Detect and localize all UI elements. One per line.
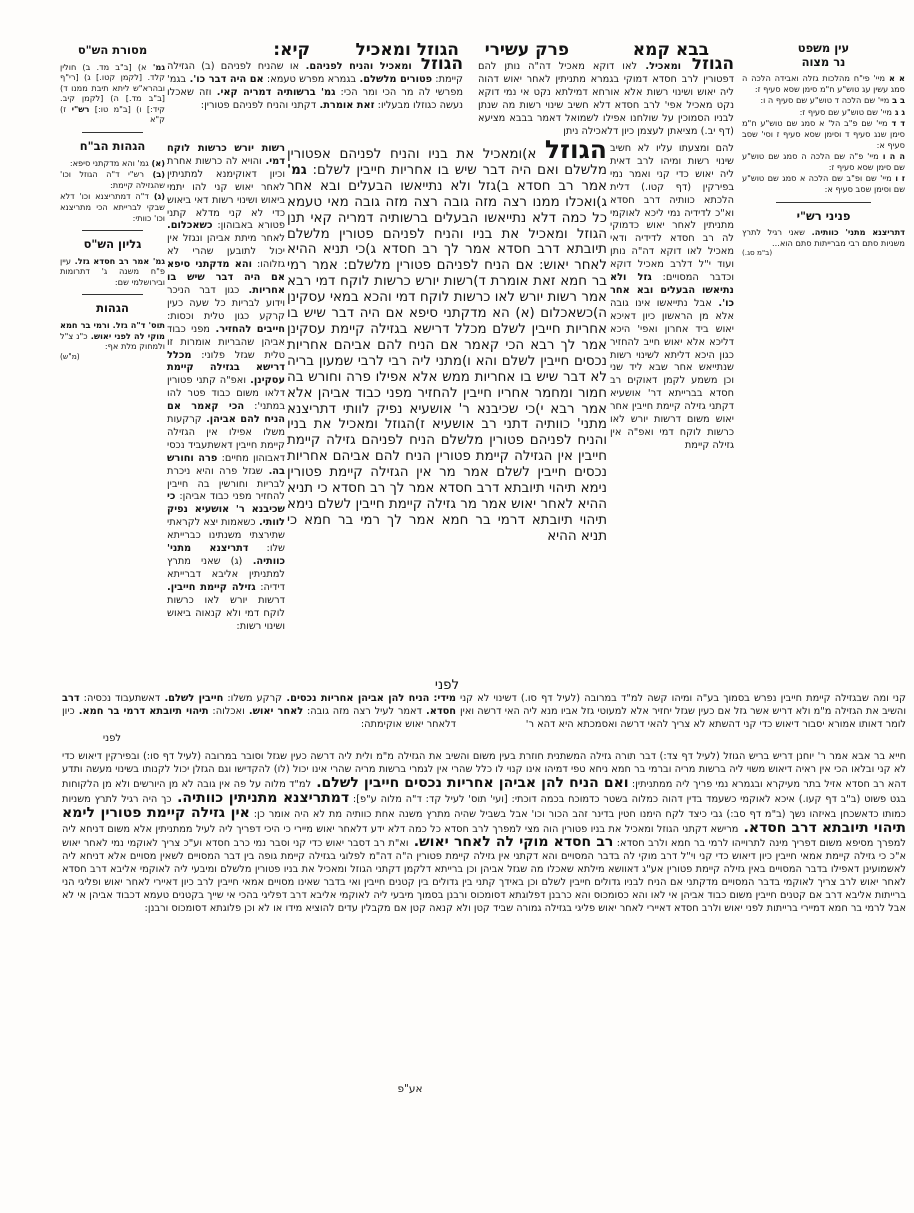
pninei-rashi-ref: (ב"מ סג.) — [742, 248, 773, 258]
rashi-top-text: ומאכיל והניח לפניהם. או שהניח לפניהם (ב) הגזילה קיימת: פטורים מלשלם. בגמרא מפרש טעמא: אם היה דבר כו'. בגמ' מפרשי לה מר הכי ומר הכי: גמ' ברשותיה דמריה קאי. וזה שאכלו נעשה כגוזלו מבעליו: זאת אומרת. דקתני והניח לפניהם פטורין: — [167, 61, 463, 111]
hagahot-habach-title: הגהות הב"ח — [79, 139, 146, 154]
rashi-bottom-block — [62, 693, 456, 737]
chapter-name: הגוזל ומאכיל — [355, 40, 459, 60]
gilyon-hashas-title: גליון הש"ס — [83, 237, 142, 252]
section-divider — [82, 230, 143, 231]
rashi-initial-word: הגוזל — [411, 58, 463, 74]
gemara-column — [287, 140, 607, 678]
gemara-last-word: לפני — [434, 678, 460, 693]
rashi-last-word: לפני — [102, 733, 122, 744]
mesorat-hashas-column — [60, 44, 165, 464]
mishnah-initial-word: הגוזל — [544, 140, 607, 164]
masechet-name: בבא קמא — [632, 40, 709, 60]
rashi-column: רשות יורש כרשות לוקח דמי. והויא לה כרשות אחרת וכיון דאוקימנא למתניתין לאחר יאוש קני להו יתמי ביאוש ושינוי רשות דאי ביאוש כדי לא קני מדלא קתני פטורא באבוהון: כשאכלום. לאחר מיתת אביהן ונגזל אין יכול לתובען שהרי לא גזלוהו: והא מדקתני סיפא אם היה דבר שיש בו אחריות. כגון דבר הניכר וידוע לבריות כל שעה כעין קרקע כגון טלית וכסות: חייבים להחזיר. מפני כבוד אביהן שהבריות אומרות זו טלית שגזל פלוני: מכלל דרישא בגזילה קיימת עסקינן. ואפ"ה קתני פטורין דלאו משום כבוד פטר להו במתני': הכי קאמר אם הניח להם אביהן. קרקעות משלו אפילו אין הגזילה קיימת חייבין דאשתעביד נכסי דאבוהון מחיים: פרה וחורש בה. שגזל פרה והיא ניכרת לבריות וחורשין בה חייבין להחזיר מפני כבוד אביהן: כי שכיבנא ר' אושעיא נפיק לוותי. כשאמות יצא לקראתי שתירצתי משנתינו כברייתא שלו: דתריצנא מתני' כוותיה. (ג) שאני מתרץ למתניתין אליבא דברייתא דידיה: גזילה קיימת חייבין. דרשות יורש לאו כרשות לוקח דמי ולא קנאוה ביאוש ושינוי רשות: — [167, 143, 285, 632]
hagahot-title: הגהות — [96, 301, 129, 316]
mesorat-hashas-title: מסורת הש"ס — [77, 44, 148, 57]
tosafot-top-text: ומאכיל. לאו דוקא מאכיל דה"ה נותן להם דפטורין לרב חסדא דמוקי בגמרא מתניתין לאחר יאוש דהוה ליה יאוש ושינוי רשות אלא אורחא דמילתא נקט אי נמי דוקא נקט מאכיל אפי' לרב חסדא דלא חשיב שינוי רשות מה שנתן לבניו הסמוכין על שולחנו אפילו לשמואל דאמר בבבא מציעא (דף יב.) מציאתן לעצמן כיון דלאכילה ניתן — [478, 61, 734, 137]
tosafot-column: להם ומצעתו עליו לא חשיב שינוי רשות ומיהו לרב דאית ליה יאוש כדי קני ואמר נמי בפירקין (דף קטו.) דלית הלכתא כוותיה דרב חסדא וא"כ לדידיה נמי ליכא לאוקמי מתניתין לאחר יאוש כדמוקי לה רב חסדא לדידיה ודאי מאכיל לאו דוקא דה"ה נותן ועוד י"ל דלרב מאכיל דוקא וכדבר המסויים: גזל ולא נתיאשו הבעלים ובא אחר כו'. אבל נתייאשו אינו גובה אלא מן הראשון כיון דאיכא יאוש ביד אחרון ואפי' היכא דליכא אלא יאוש חייב להחזיר כגון היכא דליתא לשינוי רשות שנתייאש אחר שבא ליד שני וכן משמע לקמן דאוקים רב חסדא בברייתא דר' אושעיא דקתני גזילה קיימת חייבין אחר יאוש משום דרשות יורש לאו כרשות לוקח דמי ואפ"ה אין גזילה קיימת — [610, 143, 734, 451]
perek-label: פרק עשירי — [484, 40, 569, 60]
ein-mishpat-column — [742, 42, 905, 442]
mishnah-text: א)ומאכיל את בניו והניח לפניהם אפטורין מלשלם ואם היה דבר שיש בו אחריות חייבין לשלם: — [287, 147, 607, 178]
tosafot-initial-word: הגוזל — [681, 58, 734, 74]
mesorat-hashas-text: גמ' א) [ב"ב מד. ב) חולין קלד. [לקמן קטו.] ג) [רי"ף ובהרא"ש ליתא תיבת ממנו ד) [ב"ב מד.] ה) [לקמן קיב. קיד:] ו) [ב"מ טו:] רש"י ז) ק"א — [60, 61, 165, 125]
section-divider — [82, 294, 143, 295]
gemara-mark: גמ' — [287, 162, 307, 178]
section-divider — [82, 132, 143, 133]
ein-mishpat-entries: א א מיי' פי"ח מהלכות גזלה ואבידה הלכה ה סמג עשין עג טוש"ע ח"מ סימן שסא סעיף ז: ב ב מיי' שם הלכה ד טוש"ע שם סעיף ה ו: ג ג מיי' שם טוש"ע שם סעיף ז: ד ד מיי' שם פ"ב הל' א סמג שם טוש"ע ח"מ סימן שנג סעיף ד וסימן שסא סעיף ז וסי' שסב סעיף א: ה ה ו מיי' פ"ה שם הלכה ה סמג שם טוש"ע שם סימן שסא סעיף ז: ז ו מיי' שם ופ"ב שם הלכה א סמג שם טוש"ע שם וסימן שסב סעיף א: — [742, 73, 905, 194]
tosafot-bottom-block: חייא בר אבא אמר ר' יוחנן דריש בריש הגוזל (לעיל דף צד:) דבר תורה גזילה המשתנית חוזרת בעין משום והשיב את הגזילה מ"מ ולית ליה דרשה כעין שגזל וסובר במרובה (לעיל דף סו:) ובפירקין דיאוש כדי לא קני ובלאו הכי אין ראיה דיאוש משוי ליה ברשות מריה וברמי בר חמא ניחא טפי דמיהו אינו קנוי לו כלל שהרי אין לגמרי ברשות מריה שהרי אינו יכול (לו) להקדישו וגם הגזלן יכול לקנותו בשינוי מעשה ותדע דהא רב חסדא אזיל בתר מעיקרא ובגמרא נמי פריך ליה ממתניתין: ואם הניח להן אביהן אחריות נכסים חייבין לשלם. למ"ד מלוה על פה אין גובה לא מן היורשים ולא מן הלקוחות בגט פשוט (ב"ב דף קעו.) איכא לאוקמי כשעמד בדין דהוה כמלוה בשטר כדמוכח בכמה דוכתי: [ועי' תוס' לעיל קד: ד"ה מלוה ע"פ]: דמתריצנא מתניתין כוותיה. כך היה רגיל לתרץ משניות כמותו כדאשכחן באיזהו נשך (ב"מ דף סב:) גבי כיצד לקח הימנו חטין בדינר זהב הכור וכו' אבל בשביל שהיה מתרץ משנה אחת כוותיה מת לא היה אומר כן: אין גזילה קיימת פטורין לימא תיהוי תיובתא דרב חסדא. מרישא דקתני הגוזל ומאכיל את בניו פטורין הוה מצי למפרך לרב חסדא כל כמה דלא ידע דלאחר יאוש מיירי כי היכי דפריך ליה לעיל ממתניתין אלא משום דניחא ליה למפרך מסיפא משום דפריך מינה לתרוייהו לרמי בר חמא ולרב חסדא: רב חסדא מוקי לה לאחר יאוש. וא"ת רב דסבר יאוש כדי קני וסבר נמי כרב חסדא וע"כ צריך לאוקמי נמי לאחר יאוש א"כ כי גזילה קיימת אמאי חייבין כיון דיאוש כדי קני וי"ל דרב מוקי לה בדבר המסויים והא דקתני אין גזילה קיימת פטורין ה"ה דה"מ לפלוגי בגזילה קיימת גופה בין דבר המסויים לשאין מסויים אלא דניחא ליה לאשמועינן דאפילו בדבר המסויים באין גזילה קיימת פטורין אע"ג דאוושא מילתא שאכלו מה שגזל אביהן וכן ברייתא דלקמן דקתני הגוזל ומאכיל את בניו פטורין מלשלם ומיבעי ליה לאוקמי אליבא דרב חסדא לאחר יאוש לרב צריך לאוקמי בדבר המסויים מדקתני אם הניח לבניו גדולים חייבין לשלם וכן באידך קתני בין גדולים בין קטנים חייבין ואי בדבר שאינו מסויים אמאי חייבין לרב כיון דאיירי לאחר יאוש ופליגי הני ברייתות אליבא דרב אם קטנים חייבין משום כבוד אביהן אי לאו והא כסומכוס והא כרבנן דפלוגתא דסומכוס ורבנן בסמוך מיבעי ליה לאוקמי אליבא דרב דפליגי בהכי אי שייך בקטנים טעמא דכבוד אביהן אי לא אבל לרמי בר חמא דמיירי ברייתות לפני יאוש ולרב חסדא דאיירי לאחר יאוש פליגי בגזילה גמורה שביד קטן ולא קנאה קטן אם מקבלין עדים להוציא מידו או לא וכן פלוגתא דסומכוס ורבנן: — [62, 751, 906, 914]
rashi-top-block — [167, 58, 463, 142]
section-divider — [776, 202, 871, 203]
rashi-bottom-lead: מידי: — [433, 693, 456, 704]
gemara-text: אמר רב חסדא ב)גזל ולא נתייאשו הבעלים ובא אחר ג)ואכלו ממנו רצה מזה גובה רצה מזה גובה מאי טעמא כל כמה דלא נתייאשו הבעלים ברשותיה דמריה קאי תנן הגוזל ומאכיל את בניו והניח לפניהם פטורין מלשלם תיובתא דרב חסדא אמר לך רב חסדא ג)כי תניא ההיא לאחר יאוש: אם הניח לפניהם פטורין מלשלם: אמר רמי בר חמא זאת אומרת ד)רשות יורש כרשות לוקח דמי רבא אמר רשות יורש לאו כרשות לוקח דמי והכא במאי עסקינן ה)כשאכלום (א) הא מדקתני סיפא אם היה דבר שיש בו אחריות חייבין לשלם מכלל דרישא בגזילה קיימת עסקינן אמר לך רבא הכי קאמר אם הניח להם אביהם אחריות נכסים חייבין לשלם והא ו)מתני ליה רבי לרבי שמעון בריה לא דבר שיש בו אחריות ממש אלא אפילו פרה וחורש בה חמור ומחמר אחריו חייבין להחזיר מפני כבוד אביהן אלא אמר רבא י)כי שכיבנא ר' אושעיא נפיק לוותי דתריצנא מתני' כוותיה דתני רב אושעיא ז)הגוזל ומאכיל את בניו והניח לפניהם פטורין מלשלם הניח לפניהם גזילה קיימת חייבין אין הגזילה קיימת פטורין הניח להם אביהם אחריות נכסים חייבין לשלם אמר מר אין הגזילה קיימת פטורין נימא תיהוי תיובתא דרב חסדא אמר לך רב חסדא כי תניא ההיא לאחר יאוש אמר מר גזילה קיימת חייבין לשלם נימא תיהוי תיובתא דרמי בר חמא אמר לך רמי בר חמא כי תניא ההיא — [287, 178, 607, 544]
hagahot-habach-text: (א) גמ' והא מדקתני סיפא: (ב) רש"י ד"ה הגוזל וכו' שהגזילה קיימת: (ג) ד"ה דמתריצנא וכו' דלא שבקי לברייתא הכי מתריצנא וכו' כוותי: — [60, 157, 165, 223]
hagahot-signature: (מ"ש) — [60, 351, 80, 361]
catchword: אע"פ — [397, 1083, 423, 1095]
pninei-rashi-text: דתריצנא מתני' כוותיה. שאני רגיל לתרץ משניות סתם רבי מברייתות סתם הוא... — [742, 227, 905, 248]
rashi-bottom-text: הניח להן אביהן אחריות נכסים. קרקע משלו: חייבין לשלם. דאשתעבוד נכסיה: דרב חסדא. דאמר לעיל רצה מזה גובה: לאחר יאוש. ואכלוה: תיהוי תיובתא דרמי בר חמא. כיון דלאחר יאוש אוקימתה: — [62, 693, 456, 730]
hagahot-text: תוס' ד"ה גזל. ורמי בר חמא מוקי לה לפני יאוש. כ"נ צ"ל ולמחוק מלת אף: — [60, 319, 165, 352]
pninei-rashi-title: פניני רש"י — [796, 208, 851, 223]
ein-mishpat-title: עין משפט נר מצוה — [797, 42, 850, 69]
daf-number: קיא: — [273, 40, 310, 60]
tosafot-mid-block: קני ומה שבגזילה קיימת חייבין נפרש בסמוך בע"ה ומיהו קשה למ"ד במרובה (לעיל דף סו.) דשינוי לא קני והשיב את הגזילה מ"מ ולא דריש אשר גזל אם כעין שגזל יחזיר אלא למעוטי גזל אביו מנא ליה האי דרשה ואין לומר דאותו אמורא יסבור דיאוש כדי קני דהשתא לא צריך להאי דרשה ואסמכתא היא דהא ר' — [460, 693, 906, 730]
tosafot-top-block — [478, 58, 734, 142]
gilyon-hashas-text: גמ' אמר רב חסדא גזל. עיין פ"ח משנה ג' דתרומות ובירושלמי שם: — [60, 255, 165, 287]
